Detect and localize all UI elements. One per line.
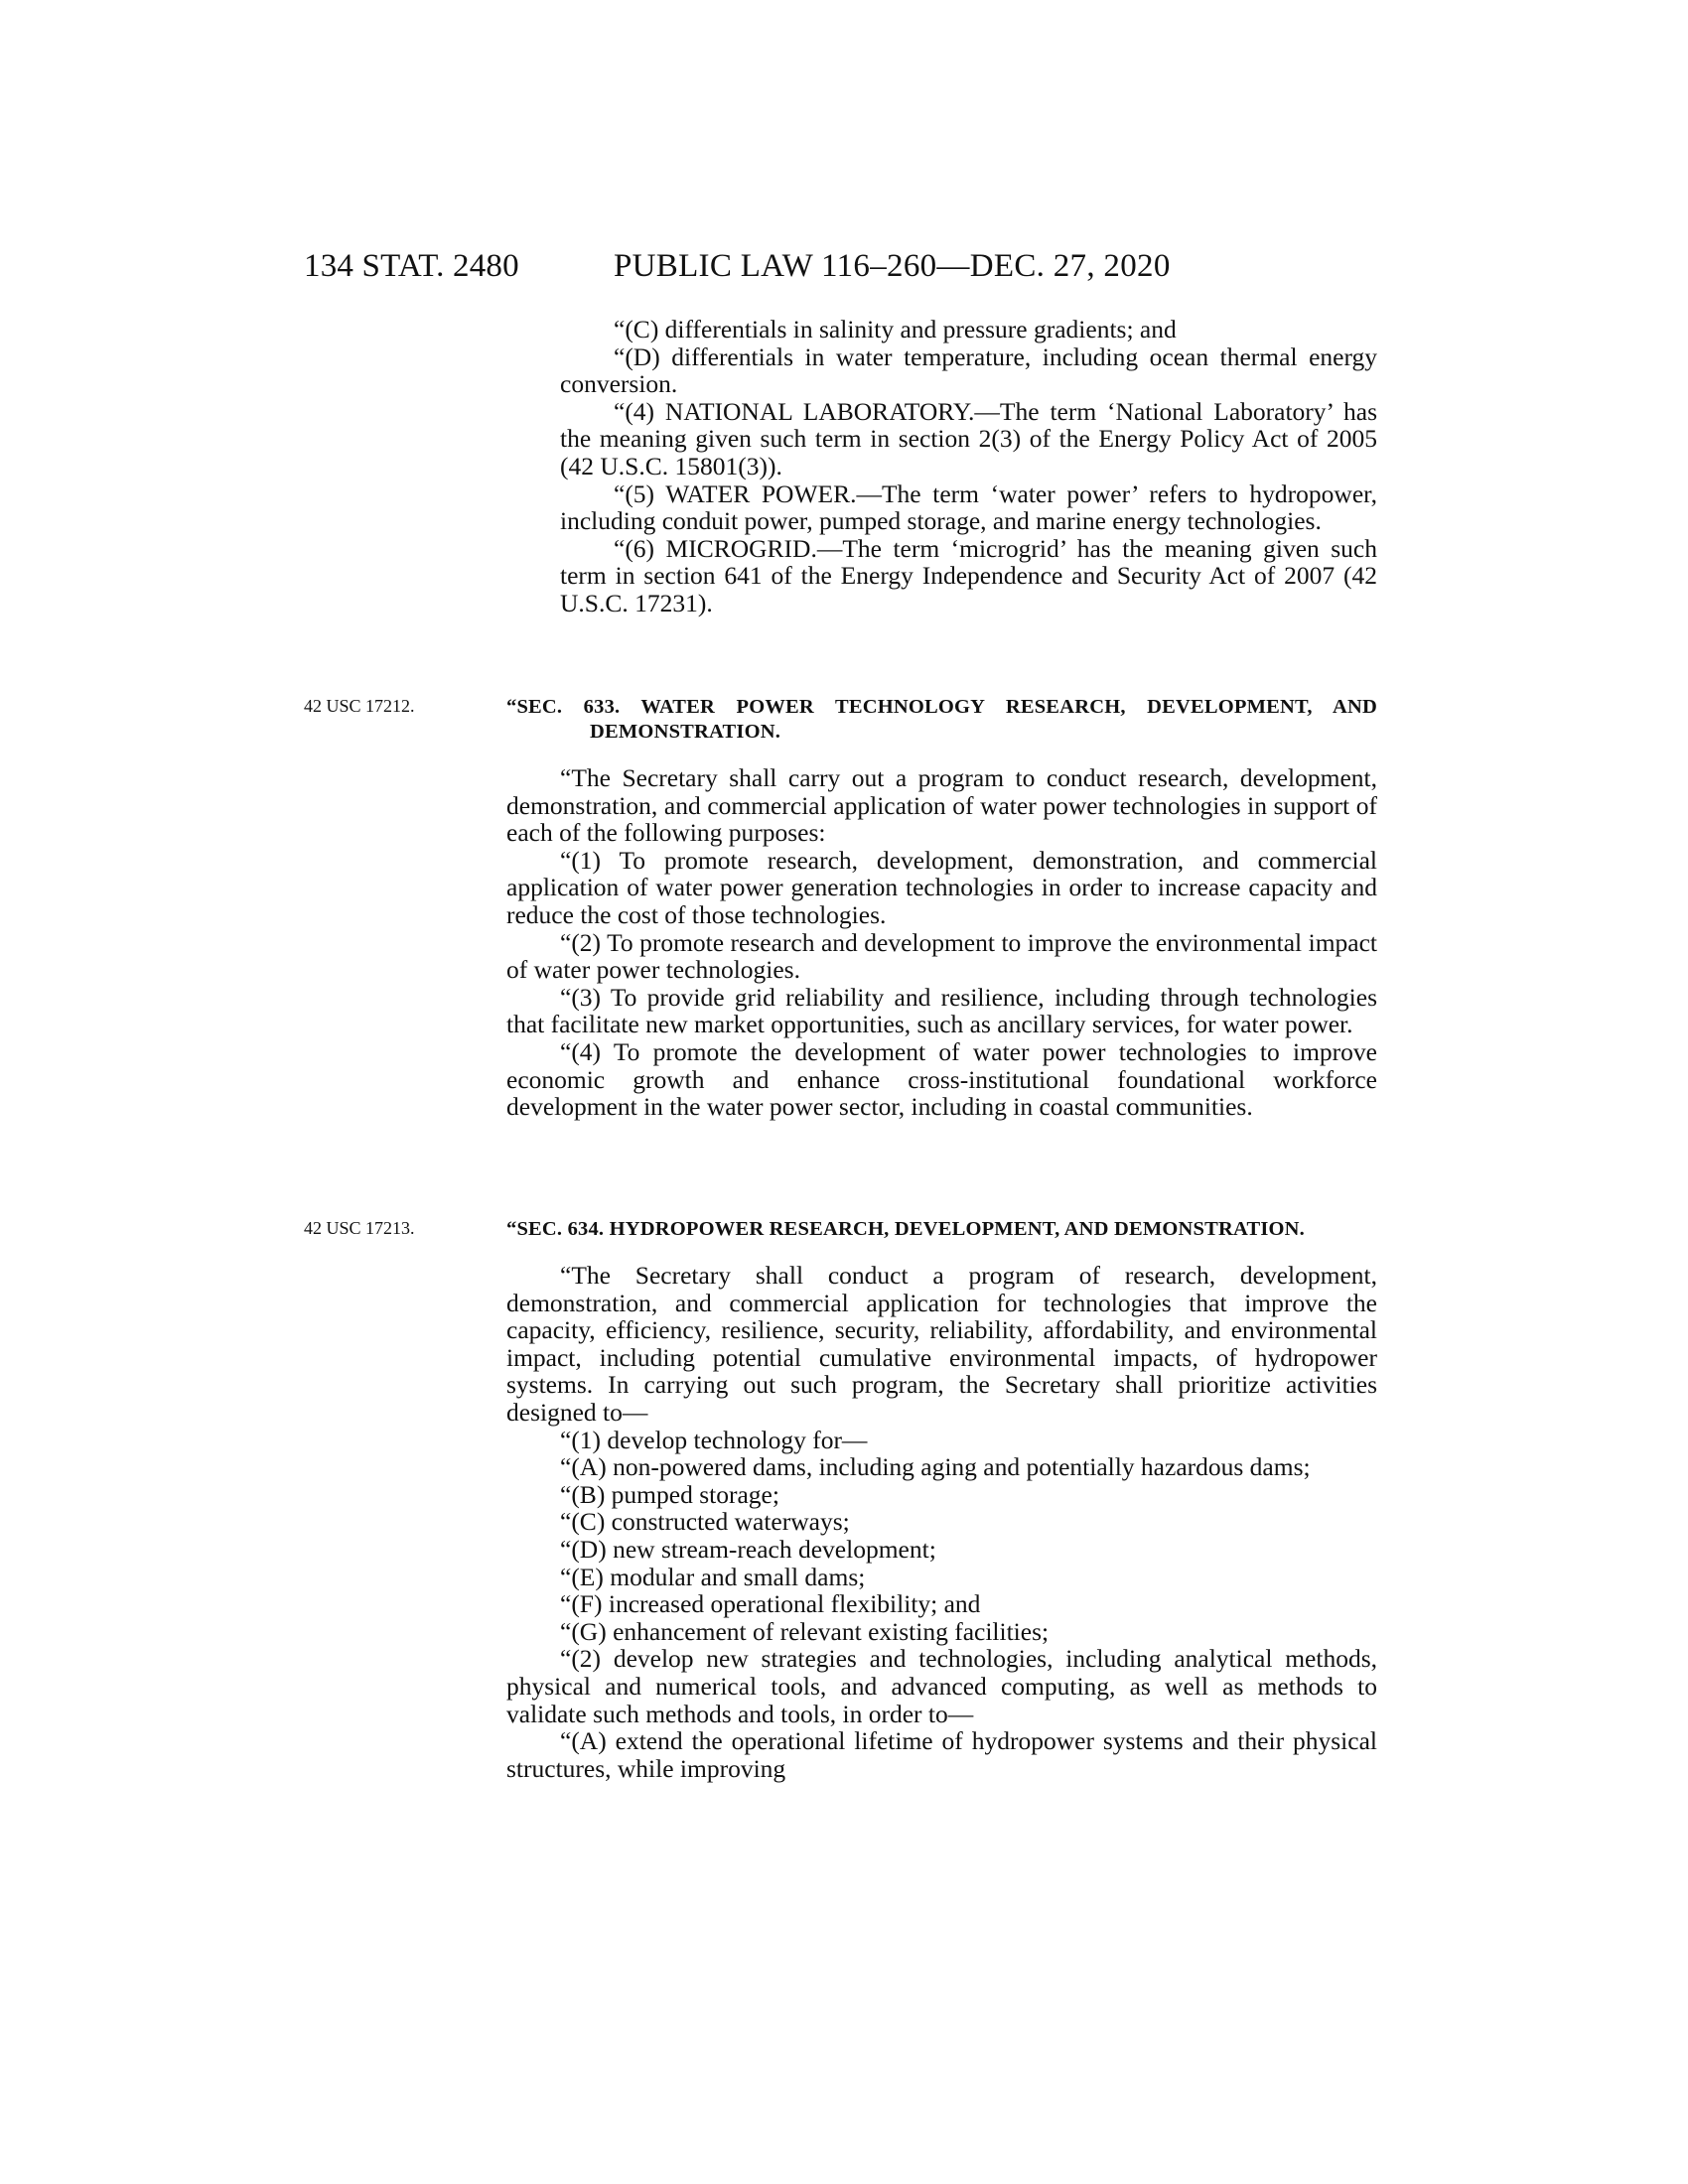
definitions-c-d	[560, 315, 1377, 617]
section-634-item-1a: “(A) non-powered dams, including aging and potentially hazardous dams;	[560, 1452, 1311, 1482]
section-633-item-1: “(1) To promote research, development, demonstration, and commercial application of water power generation technologies in order to increase capacity and reduce the cost of those technologies.	[506, 845, 1377, 929]
section-634-item-1f: “(F) increased operational flexibility; and	[560, 1589, 981, 1619]
section-633-intro: “The Secretary shall carry out a program to conduct research, development, demonstration, and commercial application of water power technologies in support of each of the following purposes:	[506, 763, 1377, 848]
section-634-item-2a: “(A) extend the operational lifetime of hydropower systems and their physical structures, while improving	[506, 1726, 1377, 1783]
section-634-item-1g: “(G) enhancement of relevant existing facilities;	[560, 1616, 1050, 1646]
stat-page-number: 134 STAT. 2480	[304, 248, 519, 284]
section-634-item-1b: “(B) pumped storage;	[560, 1479, 779, 1509]
para-6-label: “(6) MICROGRID.	[614, 533, 817, 563]
para-5-text: —The term ‘water power’ refers to hydropower, including conduit power, pumped storage, and marine energy technologies.	[560, 478, 1377, 536]
section-634-heading: “SEC. 634. HYDROPOWER RESEARCH, DEVELOPMENT, AND DEMONSTRATION.	[506, 1218, 1306, 1240]
section-633-item-2: “(2) To promote research and development to improve the environmental impact of water power technologies.	[506, 927, 1377, 985]
para-4-text: —The term ‘National Laboratory’ has the meaning given such term in section 2(3) of the Energy Policy Act of 2005 (42 U.S.C. 15801(3)).	[560, 396, 1377, 480]
section-633-heading: “SEC. 633. WATER POWER TECHNOLOGY RESEARCH, DEVELOPMENT, AND DEMONSTRATION.	[506, 696, 1377, 743]
para-5-label: “(5) WATER POWER.	[614, 478, 857, 508]
margin-note-sec634: 42 USC 17213.	[304, 1218, 415, 1238]
running-header: PUBLIC LAW 116–260—DEC. 27, 2020	[614, 248, 1171, 284]
para-6-text: —The term ‘microgrid’ has the meaning given such term in section 641 of the Energy Independence and Security Act of 2007 (42 U.S.C. 17231).	[560, 533, 1377, 617]
section-633-item-4: “(4) To promote the development of water power technologies to improve economic growth and enhance cross-institutional foundational workforce development in the water power sector, including in coastal communities.	[506, 1036, 1377, 1122]
section-633-item-3: “(3) To provide grid reliability and resilience, including through technologies that facilitate new market opportunities, such as ancillary services, for water power.	[506, 982, 1377, 1039]
section-634	[506, 1217, 1377, 1782]
section-633	[506, 695, 1377, 1121]
para-5	[560, 480, 1377, 535]
para-4	[560, 398, 1377, 480]
section-634-item-2: “(2) develop new strategies and technologies, including analytical methods, physical and numerical tools, and advanced computing, as well as methods to validate such methods and tools, in order to—	[506, 1644, 1377, 1728]
section-634-item-1: “(1) develop technology for—	[560, 1425, 868, 1454]
para-4-label: “(4) NATIONAL LABORATORY.	[614, 396, 975, 426]
section-634-intro: “The Secretary shall conduct a program of research, development, demonstration, and commercial application for technologies that improve the capacity, efficiency, resilience, security, reliability, affordability, and environmental impact, including potential cumulative environmental impacts, of hydropower systems. In carrying out such program, the Secretary shall prioritize activities designed to—	[506, 1261, 1377, 1427]
margin-note-sec633: 42 USC 17212.	[304, 696, 415, 716]
para-6	[560, 535, 1377, 617]
section-634-item-1e: “(E) modular and small dams;	[560, 1562, 866, 1591]
section-634-item-1c: “(C) constructed waterways;	[560, 1507, 850, 1537]
para-c-line: “(C) differentials in salinity and pressure gradients; and	[614, 315, 1177, 343]
para-d: “(D) differentials in water temperature, including ocean thermal energy conversion.	[560, 341, 1377, 399]
section-634-item-1d: “(D) new stream-reach development;	[560, 1534, 936, 1564]
